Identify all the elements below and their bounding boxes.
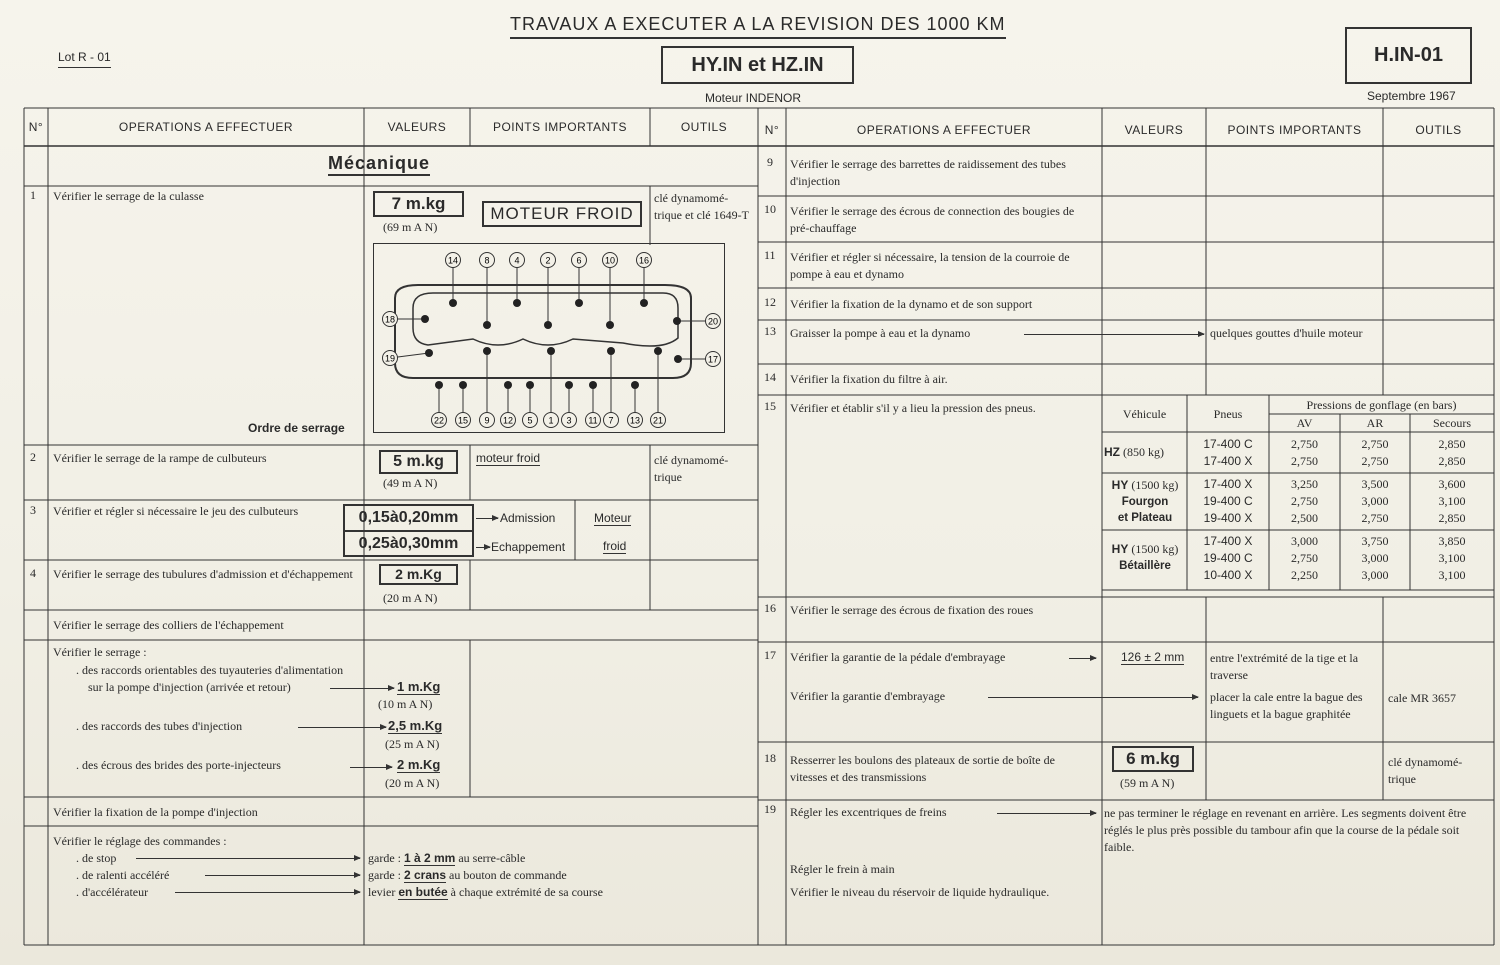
svg-text:7: 7 <box>608 415 614 426</box>
svg-text:15: 15 <box>457 415 469 426</box>
operation-subitem: . d'accélérateur <box>76 885 149 899</box>
torque-sequence-marker <box>480 347 495 428</box>
control-setting <box>368 884 636 901</box>
svg-text:12: 12 <box>502 415 514 426</box>
condition-engine: Moteur <box>594 511 632 525</box>
col-operations-left: OPERATIONS A EFFECTUER <box>118 120 294 134</box>
torque-sequence-marker <box>480 253 495 330</box>
operation-text: Vérifier la garantie de la pédale d'embrayage <box>790 650 1006 664</box>
row-number: 3 <box>30 503 36 517</box>
important-point: entre l'extrémité de la tige et la traverse <box>1210 651 1359 682</box>
torque-subvalue: (59 m A N) <box>1120 776 1175 790</box>
arrow <box>997 813 1096 814</box>
torque-sequence-marker <box>674 352 721 367</box>
operation-text: Vérifier la fixation de la dynamo et de son support <box>790 297 1033 311</box>
pressure-front: 3,000 <box>1291 534 1318 548</box>
document-code: H.IN-01 <box>1345 27 1472 84</box>
diagram-caption: Ordre de serrage <box>248 421 345 435</box>
vehicle-code: HZ <box>1104 445 1120 459</box>
operation-text: Vérifier le serrage de la culasse <box>53 189 204 203</box>
operation-text: Vérifier le serrage des écrous de fixation des roues <box>790 603 1034 617</box>
setting-suffix: à chaque extrémité de sa course <box>450 885 603 899</box>
pressure-front: 2,250 <box>1291 568 1318 582</box>
pressure-rear: 3,000 <box>1361 568 1389 582</box>
torque-sequence-marker <box>572 253 587 308</box>
tool-text: cale MR 3657 <box>1388 691 1456 705</box>
operation-text: Vérifier le serrage des tubulures d'admission et d'échappement <box>53 567 353 581</box>
tyre-header-pressure: Pressions de gonflage (en bars) <box>1306 398 1457 412</box>
torque-value: 7 m.kg <box>373 191 464 217</box>
row-number: 14 <box>764 370 776 384</box>
torque-value: 2,5 m.Kg <box>388 718 443 733</box>
tyre-row <box>1187 476 1494 493</box>
col-no-right: N° <box>764 123 780 137</box>
setting-prefix: levier <box>368 885 396 899</box>
tyre-header-vehicle: Véhicule <box>1122 407 1167 421</box>
row-number: 17 <box>764 648 776 662</box>
tyre-header-rear: AR <box>1366 416 1384 430</box>
torque-sequence-marker <box>628 381 643 428</box>
tyre-vehicle <box>1104 444 1164 461</box>
pressure-spare: 3,850 <box>1438 534 1466 548</box>
cylinder-head-diagram <box>373 243 725 433</box>
torque-subvalue: (20 m A N) <box>383 591 438 605</box>
tyre-row <box>1187 453 1494 470</box>
arrow <box>350 767 392 768</box>
col-points-left: POINTS IMPORTANTS <box>492 120 628 134</box>
exhaust-label: Echappement <box>491 540 566 554</box>
torque-sequence-marker <box>604 347 619 428</box>
torque-subvalue: (20 m A N) <box>385 776 440 790</box>
svg-text:13: 13 <box>629 415 641 426</box>
setting-value: en butée <box>398 885 448 899</box>
setting-suffix: au serre-câble <box>458 851 526 865</box>
pressure-rear: 2,750 <box>1361 454 1389 468</box>
setting-value: 2 crans <box>403 868 447 882</box>
operation-text: Vérifier la garantie d'embrayage <box>790 689 946 703</box>
tyre-row <box>1187 436 1494 453</box>
torque-value: 6 m.kg <box>1112 746 1194 772</box>
operation-subitem: . des écrous des brides des porte-injecteurs <box>76 758 281 772</box>
arrow <box>476 547 490 548</box>
pressure-front: 2,500 <box>1291 511 1318 525</box>
arrow <box>1024 334 1204 335</box>
row-number: 13 <box>764 324 776 338</box>
vehicle-subtype: Fourgon et Plateau <box>1117 496 1173 524</box>
col-values-right: VALEURS <box>1124 123 1184 137</box>
torque-sequence-marker <box>446 253 461 308</box>
torque-sequence-marker <box>523 381 538 428</box>
arrow <box>175 892 360 893</box>
tyre-size: 17-400 X <box>1203 454 1253 468</box>
tool-text: clé dynamomé-trique et clé 1649-T <box>654 191 749 222</box>
clearance-value: 126 ± 2 mm <box>1121 650 1185 664</box>
svg-text:4: 4 <box>514 255 520 266</box>
svg-text:2: 2 <box>545 255 551 266</box>
pressure-rear: 2,750 <box>1361 511 1389 525</box>
pressure-spare: 2,850 <box>1438 511 1466 525</box>
operation-text: Régler le frein à main <box>790 862 895 876</box>
vehicle-weight: (850 kg) <box>1123 445 1164 459</box>
setting-suffix: au bouton de commande <box>449 868 567 882</box>
vehicle-code: HY <box>1111 478 1129 492</box>
row-number: 15 <box>764 399 776 413</box>
torque-sequence-marker <box>637 253 652 308</box>
operation-text: Vérifier et établir s'il y a lieu la pression des pneus. <box>790 401 1036 415</box>
svg-text:11: 11 <box>588 415 598 426</box>
operation-text: Vérifier le serrage des écrous de connection des bougies de pré-chauffage <box>790 204 1075 235</box>
operation-text: Vérifier le serrage : <box>53 645 147 659</box>
svg-text:16: 16 <box>638 255 650 266</box>
row-number: 4 <box>30 566 36 580</box>
torque-sequence-marker <box>603 253 618 330</box>
operation-subitem: . de stop <box>76 851 117 865</box>
tyre-row <box>1187 493 1494 510</box>
pressure-spare: 3,100 <box>1438 551 1466 565</box>
important-point: placer la cale entre la bague des linguets et la bague graphitée <box>1210 690 1363 721</box>
intake-label: Admission <box>500 511 556 525</box>
pressure-spare: 3,600 <box>1438 477 1466 491</box>
important-point: ne pas terminer le réglage en revenant en arrière. Les segments doivent être réglés le plus près possible du tambour afin que la course de la pédale soit faible. <box>1104 806 1467 854</box>
control-setting <box>368 867 567 884</box>
tyre-row <box>1187 567 1494 584</box>
operation-subitem-text: de ralenti accéléré <box>82 868 170 882</box>
lot-number: Lot R - 01 <box>58 50 111 68</box>
setting-prefix: garde : <box>368 851 401 865</box>
arrow <box>205 875 360 876</box>
col-tools-left: OUTILS <box>680 120 728 134</box>
torque-sequence-marker <box>541 253 556 330</box>
important-point: MOTEUR FROID <box>482 201 642 227</box>
important-point: quelques gouttes d'huile moteur <box>1210 326 1363 340</box>
svg-text:22: 22 <box>433 415 445 426</box>
row-number: 10 <box>764 202 776 216</box>
svg-text:21: 21 <box>652 415 664 426</box>
operation-text: Vérifier et régler si nécessaire, la tension de la courroie de pompe à eau et dynamo <box>790 250 1070 281</box>
document-title: TRAVAUX A EXECUTER A LA REVISION DES 1000 KM <box>510 14 1006 39</box>
torque-value: 2 m.Kg <box>397 757 441 772</box>
vehicle-weight: (1500 kg) <box>1131 542 1179 556</box>
vehicle-model: HY.IN et HZ.IN <box>661 46 854 84</box>
operation-text: Vérifier et régler si nécessaire le jeu des culbuteurs <box>53 504 299 518</box>
tyre-header-tyres: Pneus <box>1213 407 1243 421</box>
tool-text: clé dynamomé-trique <box>654 453 729 484</box>
col-points-right: POINTS IMPORTANTS <box>1227 123 1362 137</box>
row-number: 9 <box>767 155 773 169</box>
svg-text:10: 10 <box>604 255 616 266</box>
svg-text:3: 3 <box>566 415 572 426</box>
torque-sequence-marker <box>510 253 525 308</box>
vehicle-weight: (1500 kg) <box>1131 478 1179 492</box>
tyre-size: 19-400 C <box>1203 551 1253 565</box>
svg-text:9: 9 <box>484 415 490 426</box>
svg-text:18: 18 <box>384 314 396 325</box>
vehicle-subtype: Bétaillère <box>1119 560 1171 572</box>
document-date: Septembre 1967 <box>1367 89 1456 103</box>
row-number: 19 <box>764 802 776 816</box>
operation-text: Vérifier le serrage des colliers de l'échappement <box>53 618 284 632</box>
torque-sequence-marker <box>456 381 471 428</box>
operation-subitem: . des raccords orientables des tuyauteries d'alimentation sur la pompe d'injection (arrivée et retour) <box>76 663 344 694</box>
torque-value: 1 m.Kg <box>397 679 441 694</box>
operation-text: Régler les excentriques de freins <box>790 805 947 819</box>
torque-sequence-marker <box>383 312 430 327</box>
operation-text: Vérifier le niveau du réservoir de liquide hydraulique. <box>790 885 1050 899</box>
tyre-size: 17-400 X <box>1203 534 1253 548</box>
svg-text:20: 20 <box>707 316 719 327</box>
vehicle-code: HY <box>1111 542 1129 556</box>
tool-text: clé dynamomé-trique <box>1388 755 1463 786</box>
tyre-size: 10-400 X <box>1203 568 1253 582</box>
engine-label: Moteur INDENOR <box>705 91 802 105</box>
arrow <box>988 697 1198 698</box>
torque-subvalue: (25 m A N) <box>385 737 440 751</box>
torque-subvalue: (10 m A N) <box>378 697 433 711</box>
pressure-rear: 3,500 <box>1361 477 1389 491</box>
arrow <box>476 518 498 519</box>
pressure-rear: 3,750 <box>1361 534 1389 548</box>
pressure-spare: 3,100 <box>1438 568 1466 582</box>
tyre-size: 17-400 X <box>1203 477 1253 491</box>
tyre-row <box>1187 550 1494 567</box>
col-values-left: VALEURS <box>387 120 447 134</box>
torque-sequence-marker <box>544 347 559 428</box>
operation-subitem-text: des raccords des tubes d'injection <box>82 719 243 733</box>
setting-prefix: garde : <box>368 868 401 882</box>
operation-text: Vérifier le serrage des barrettes de raidissement des tubes d'injection <box>790 157 1066 188</box>
svg-text:6: 6 <box>576 255 582 266</box>
svg-text:1: 1 <box>548 415 554 426</box>
setting-value: 1 à 2 mm <box>403 851 456 865</box>
pressure-spare: 3,100 <box>1438 494 1466 508</box>
col-tools-right: OUTILS <box>1415 123 1462 137</box>
pressure-front: 2,750 <box>1291 454 1318 468</box>
torque-sequence-marker <box>651 347 666 428</box>
control-setting <box>368 850 525 867</box>
operation-subitem-text: des écrous des brides des porte-injecteurs <box>82 758 281 772</box>
operation-subitem-text: de stop <box>82 851 117 865</box>
row-number: 2 <box>30 450 36 464</box>
operation-text: Vérifier la fixation de la pompe d'injection <box>53 805 258 819</box>
torque-sequence-marker <box>432 381 447 428</box>
tyre-header-spare: Secours <box>1433 416 1471 430</box>
arrow <box>298 727 386 728</box>
tyre-size: 19-400 C <box>1203 494 1253 508</box>
svg-text:5: 5 <box>527 415 533 426</box>
clearance-box <box>343 504 474 557</box>
tyre-size: 17-400 C <box>1203 437 1253 451</box>
tyre-header-front: AV <box>1296 416 1313 430</box>
pressure-rear: 2,750 <box>1361 437 1389 451</box>
arrow <box>136 858 360 859</box>
torque-sequence-marker <box>586 381 601 428</box>
operation-text: Vérifier le serrage de la rampe de culbuteurs <box>53 451 267 465</box>
pressure-front: 3,250 <box>1291 477 1318 491</box>
condition-cold: froid <box>603 539 627 553</box>
operation-text: Resserrer les boulons des plateaux de sortie de boîte de vitesses et des transmissions <box>790 753 1055 784</box>
pressure-spare: 2,850 <box>1438 454 1466 468</box>
operation-subitem: . de ralenti accéléré <box>76 868 170 882</box>
pressure-front: 2,750 <box>1291 494 1318 508</box>
svg-text:19: 19 <box>384 353 396 364</box>
tyre-vehicle <box>1104 541 1186 575</box>
pressure-rear: 3,000 <box>1361 494 1389 508</box>
clearance-exhaust: 0,25à0,30mm <box>345 530 472 556</box>
svg-text:14: 14 <box>447 255 459 266</box>
arrow <box>1069 658 1096 659</box>
tyre-row <box>1187 510 1494 527</box>
torque-sequence-marker <box>562 381 577 428</box>
col-operations-right: OPERATIONS A EFFECTUER <box>856 123 1032 137</box>
torque-value: 5 m.kg <box>379 450 458 474</box>
tyre-size: 19-400 X <box>1203 511 1253 525</box>
operation-subitem-text: d'accélérateur <box>82 885 149 899</box>
row-number: 11 <box>764 248 776 262</box>
svg-text:17: 17 <box>707 354 719 365</box>
pressure-spare: 2,850 <box>1438 437 1466 451</box>
torque-subvalue: (49 m A N) <box>383 476 438 490</box>
operation-text: Vérifier la fixation du filtre à air. <box>790 372 948 386</box>
operation-subitem: . des raccords des tubes d'injection <box>76 719 243 733</box>
operation-subitem-text: des raccords orientables des tuyauteries d'alimentation sur la pompe d'injection (arrivée et retour) <box>82 663 344 694</box>
torque-subvalue: (69 m A N) <box>383 220 438 234</box>
torque-sequence-marker <box>501 381 516 428</box>
row-number: 18 <box>764 751 776 765</box>
arrow <box>330 688 394 689</box>
pressure-front: 2,750 <box>1291 551 1318 565</box>
pressure-rear: 3,000 <box>1361 551 1389 565</box>
pressure-front: 2,750 <box>1291 437 1318 451</box>
tyre-row <box>1187 533 1494 550</box>
svg-text:8: 8 <box>484 255 490 266</box>
torque-value: 2 m.Kg <box>379 564 458 585</box>
section-title: Mécanique <box>328 153 430 176</box>
important-point: moteur froid <box>476 451 541 465</box>
row-number: 16 <box>764 601 776 615</box>
row-number: 1 <box>30 188 36 202</box>
clearance-intake: 0,15à0,20mm <box>358 509 459 526</box>
row-number: 12 <box>764 295 776 309</box>
torque-sequence-marker <box>673 314 721 329</box>
torque-sequence-marker <box>383 349 434 366</box>
tyre-vehicle <box>1104 477 1186 526</box>
operation-text: Graisser la pompe à eau et la dynamo <box>790 326 971 340</box>
operation-text: Vérifier le réglage des commandes : <box>53 834 227 848</box>
col-no-left: N° <box>28 120 44 134</box>
